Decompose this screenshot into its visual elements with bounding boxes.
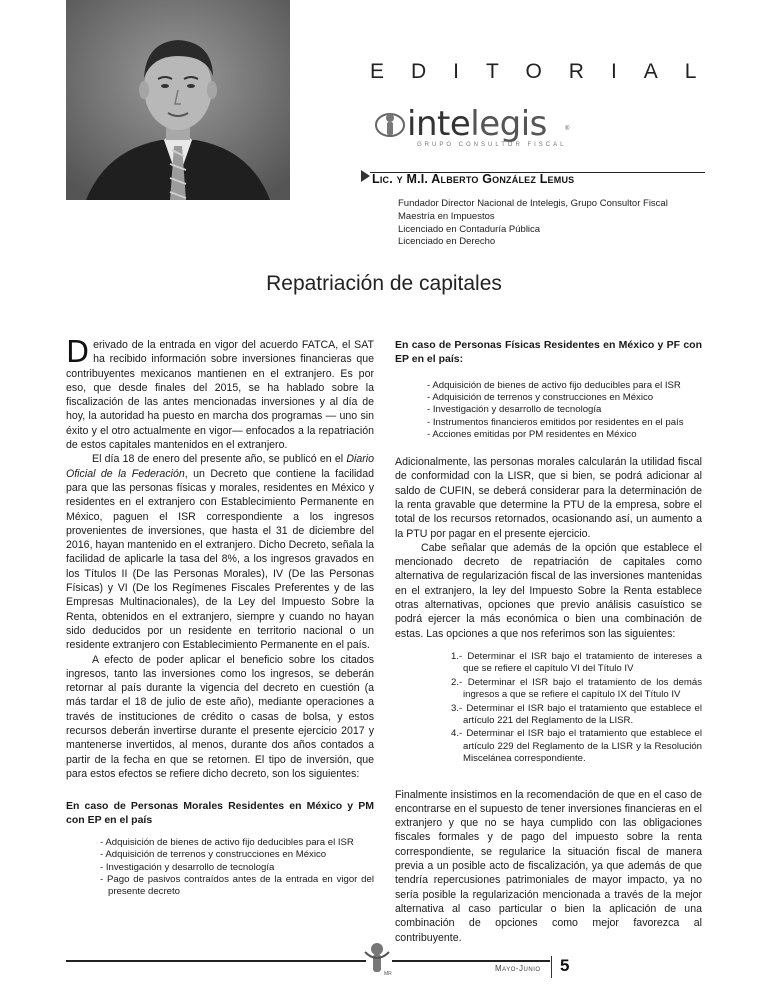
list-item: - Investigación y desarrollo de tecnología — [100, 861, 275, 873]
body-paragraph: Adicionalmente, las personas morales calcularán la utilidad fiscal de conformidad con la LISR, que si bien, se podrá adicionar al saldo de CUFIN, se deberá considerar para la determinación de la renta gravable que determine la PTU de la empresa, sobre el total de los recursos retornados, ocasionando así, un aumento a la PTU por pagar en el presente ejercicio. — [395, 456, 702, 540]
list-item: - Pago de pasivos contraídos antes de la entrada en vigor del presente decreto — [100, 873, 374, 898]
list-item: - Investigación y desarrollo de tecnología — [427, 404, 602, 416]
list-item: - Instrumentos financieros emitidos por residentes en el país — [427, 416, 684, 428]
subheading: En caso de Personas Físicas Residentes en México y PF con EP en el país: — [395, 339, 702, 365]
option-item: 2.- Determinar el ISR bajo el tratamiento de los demás ingresos a que se refiere el capítulo IX del Título IV — [451, 676, 703, 701]
author-photo — [66, 0, 290, 200]
article-title: Repatriación de capitales — [266, 272, 502, 295]
footer-mark: MR — [384, 971, 392, 976]
body-paragraph: El día 18 de enero del presente año, se publicó en el Diario Oficial de la Federación, un Decreto que contiene la facilidad para que las personas físicas y morales, residentes en México y residentes en el extranjero con Establecimiento Permanente en México, paguen el ISR correspondiente a los ingresos provenientes de inversiones, que hasta el 31 de diciembre del 2016, hayan mantenido en el extranjero. Dicho Decreto, señala la facilidad de aplicarle la tasa del 8%, a los ingresos gravados en los Títulos II (De las Personas Morales), IV (De las Personas Físicas) y VI (De los Regímenes Fiscales Preferentes y de las Empresas Multinacionales), de la Ley del Impuesto Sobre la Renta, obtenidos en el extranjero, siempre y cuando no hayan sido deducidos por un residente en territorio nacional o un residente extranjero con Establecimiento Permanente en el país. — [66, 453, 374, 652]
body-paragraph: Cabe señalar que además de la opción que establece el mencionado decreto de repatriación de capitales como alternativa de regularización fiscal de las inversiones mantenidas en el extranjero, la ley del Impuesto Sobre la Renta establece otras alternativas, opciones que previo análisis casuístico se podrá ejercer la más económica o bien una combinación de estas. Las opciones a que nos referimos son las siguientes: — [395, 541, 702, 640]
credential-line: Fundador Director Nacional de Intelegis, Grupo Consultor Fiscal — [398, 198, 668, 209]
logo-wordmark: intelegis — [407, 104, 547, 144]
option-item: 1.- Determinar el ISR bajo el tratamiento de intereses a que se refiere el capítulo VI del Título IV — [451, 650, 703, 675]
author-name: Lic. y M.I. Alberto González Lemus — [372, 172, 575, 186]
credential-line: Licenciado en Derecho — [398, 236, 496, 248]
option-item: 3.- Determinar el ISR bajo el tratamiento que establece el artículo 221 del Reglamento de la LISR. — [451, 702, 702, 726]
logo-tagline: GRUPO CONSULTOR FISCAL — [417, 142, 567, 148]
publication-name: Diario Oficial de la Federación — [66, 453, 374, 480]
subheading: En caso de Personas Morales Residentes en México y PM con EP en el país — [66, 800, 374, 827]
footer-logo-icon — [362, 942, 392, 976]
list-item: - Adquisición de terrenos y construcciones en México — [427, 392, 654, 404]
footer-rule — [66, 960, 366, 962]
drop-cap: D — [66, 335, 90, 370]
closing-paragraph: Finalmente insistimos en la recomendación de que en el caso de encontrarse en el supuesto de tener inversiones financieras en el extranjero y que no se haya cumplido con las obligaciones fiscales formales y de pago del impuesto sobre la renta correspondiente, se regularice la situación fiscal de manera previa a un posible acto de fiscalización, ya que además de que tendría repercusiones patrimoniales de mayor impacto, ya no sería posible la regularización mencionada a través de la mejor alternativa al caso particular o bien la aplicación de una combinación de opciones como mejor favorezca al contribuyente. — [395, 788, 702, 944]
footer-rule — [392, 960, 550, 962]
credential-line: Maestría en Impuestos — [398, 210, 495, 222]
triangle-arrow-icon — [361, 170, 370, 182]
list-item: - Adquisición de bienes de activo fijo deducibles para el ISR — [100, 837, 354, 849]
logo-registered-mark: ® — [565, 126, 570, 132]
footer-divider — [551, 956, 552, 978]
logo-icon — [375, 112, 405, 138]
investment-list — [100, 837, 374, 898]
author-credentials — [398, 198, 668, 249]
list-item: - Adquisición de terrenos y construcciones en México — [100, 849, 327, 861]
left-column — [66, 335, 374, 898]
options-list — [425, 651, 702, 766]
option-item: 4.- Determinar el ISR bajo el tratamiento que establece el artículo 229 del Reglamento de la LISR y la Resolución Miscelánea correspondiente. — [451, 728, 702, 765]
intro-paragraph: Derivado de la entrada en vigor del acuerdo FATCA, el SAT ha recibido información sobre inversiones financieras que contribuyentes mexicanos mantienen en el extranjero. Es por eso, que desde finales del 2015, se ha hablado sobre la fiscalización de las antes mencionadas inversiones y al día de hoy, la autoridad ha puesto en marcha dos programas — uno sin éxito y el otro actualmente en vigor— enfocados a la repatriación de estos capitales mantenidos en el extranjero. — [66, 335, 374, 452]
list-item: - Adquisición de bienes de activo fijo deducibles para el ISR — [427, 380, 681, 391]
credential-line: Licenciado en Contaduría Pública — [398, 223, 541, 235]
issue-date: Mayo-Junio — [495, 964, 541, 973]
list-item: - Acciones emitidas por PM residentes en México — [427, 428, 637, 440]
body-paragraph: A efecto de poder aplicar el beneficio sobre los citados ingresos, tanto las inversiones como los ingresos, se deberán retornar al país durante la vigencia del decreto en cuestión (a más tardar el 18 de julio de este año), mediante operaciones a través de instituciones de crédito o casas de bolsa, y estos recursos deberán invertirse durante el presente ejercicio 2017 y mantenerse invertidos, al menos, durante dos años contados a partir de la fecha en que se retornen. El tipo de inversión, que para estos efectos se refiere dicho decreto, son los siguientes: — [66, 653, 374, 780]
right-column — [395, 338, 702, 945]
page-number: 5 — [560, 956, 570, 975]
section-label: EDITORIAL — [370, 60, 724, 83]
investment-list — [427, 380, 702, 441]
brand-logo — [375, 104, 595, 158]
